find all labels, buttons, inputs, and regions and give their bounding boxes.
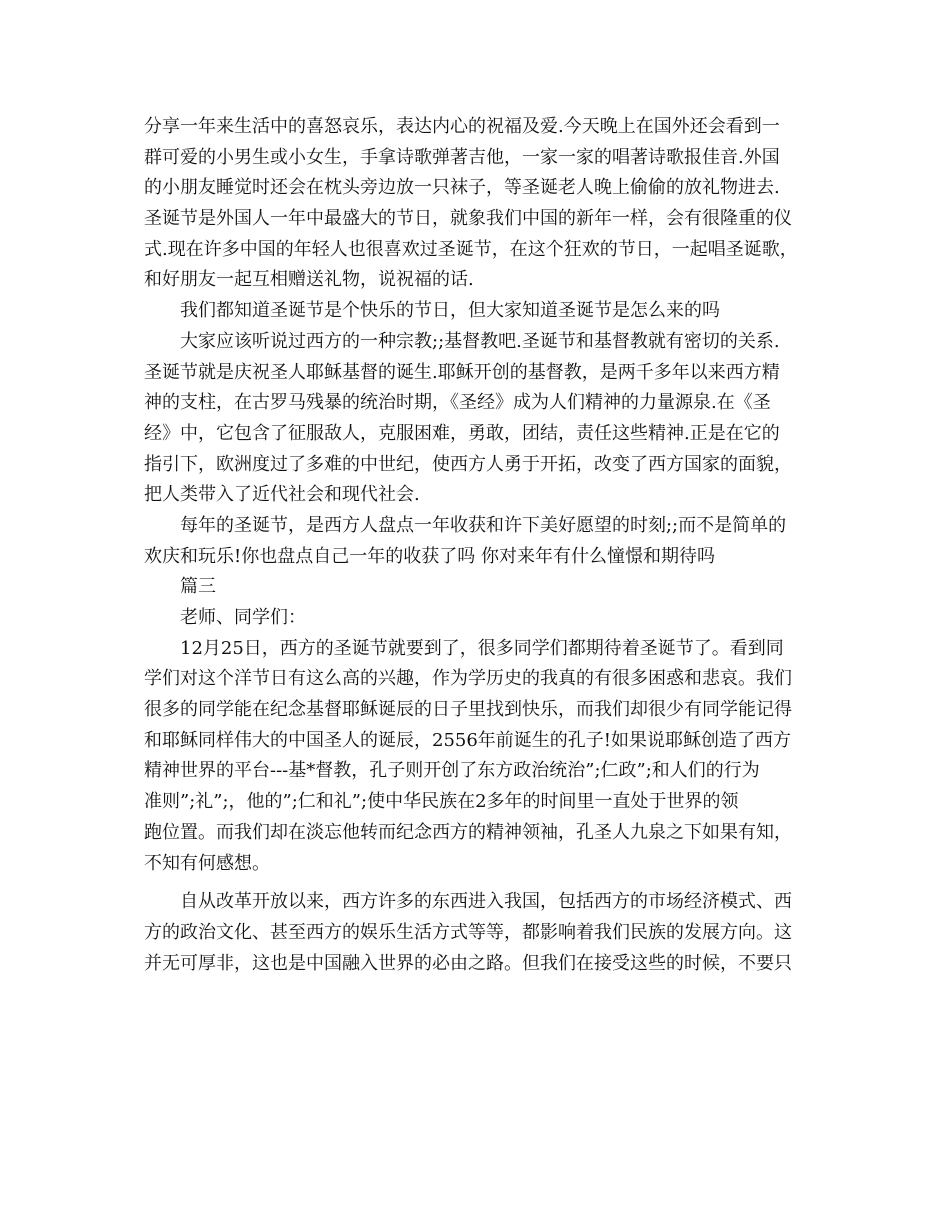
text-line: 欢庆和玩乐!你也盘点自己一年的收获了吗 你对来年有什么憧憬和期待吗 <box>144 545 715 567</box>
text-line: 准则”;礼”;，他的”;仁和礼”;使中华民族在2多年的时间里一直处于世界的领 <box>144 791 739 813</box>
text-line: 并无可厚非，这也是中国融入世界的必由之路。但我们在接受这些的时候，不要只 <box>144 952 792 974</box>
text-line: 经》中，它包含了征服敌人，克服困难，勇敢，团结，责任这些精神.正是在它的 <box>144 422 780 444</box>
text-line: 分享一年来生活中的喜怒哀乐，表达内心的祝福及爱.今天晚上在国外还会看到一 <box>144 116 780 137</box>
text-line: 式.现在许多中国的年轻人也很喜欢过圣诞节，在这个狂欢的节日，一起唱圣诞歌， <box>144 238 798 260</box>
text-line: 指引下，欧洲度过了多难的中世纪，使西方人勇于开拓，改变了西方国家的面貌， <box>144 453 792 475</box>
text-line: 老师、同学们： <box>180 607 306 628</box>
text-line: 圣诞节就是庆祝圣人耶稣基督的诞生.耶稣开创的基督教，是两千多年以来西方精 <box>144 361 780 383</box>
text-line: 跑位置。而我们却在淡忘他转而纪念西方的精神领袖，孔圣人九泉之下如果有知， <box>144 821 792 843</box>
text-line: 圣诞节是外国人一年中最盛大的节日，就象我们中国的新年一样，会有很隆重的仪 <box>144 208 792 230</box>
text-line: 大家应该听说过西方的一种宗教;;基督教吧.圣诞节和基督教就有密切的关系. <box>180 330 780 352</box>
text-line: 每年的圣诞节，是西方人盘点一年收获和许下美好愿望的时刻;;而不是简单的 <box>180 514 787 536</box>
text-line: 和好朋友一起互相赠送礼物，说祝福的话. <box>144 269 474 291</box>
text-line: 群可爱的小男生或小女生，手拿诗歌弹著吉他，一家一家的唱著诗歌报佳音.外国 <box>144 146 780 168</box>
text-line: 不知有何感想。 <box>144 852 270 874</box>
text-line: 和耶稣同样伟大的中国圣人的诞辰，2556年前诞生的孔子!如果说耶稣创造了西方 <box>144 729 792 751</box>
text-line: 很多的同学能在纪念基督耶稣诞辰的日子里找到快乐，而我们却很少有同学能记得 <box>144 699 792 721</box>
text-line: 精神世界的平台---基*督教，孔子则开创了东方政治统治”;仁政”;和人们的行为 <box>144 760 760 782</box>
text-line: 篇三 <box>180 576 216 598</box>
text-line: 自从改革开放以来，西方许多的东西进入我国，包括西方的市场经济模式、西 <box>180 891 792 913</box>
text-line: 的小朋友睡觉时还会在枕头旁边放一只袜子，等圣诞老人晚上偷偷的放礼物进去. <box>144 177 780 199</box>
text-line: 把人类带入了近代社会和现代社会. <box>144 484 420 506</box>
text-line: 12月25日，西方的圣诞节就要到了，很多同学们都期待着圣诞节了。看到同 <box>180 637 784 659</box>
document-body <box>144 112 824 979</box>
text-line: 神的支柱，在古罗马残暴的统治时期，《圣经》成为人们精神的力量源泉.在《圣 <box>144 392 771 414</box>
text-line: 学们对这个洋节日有这么高的兴趣，作为学历史的我真的有很多困惑和悲哀。我们 <box>144 668 792 690</box>
text-line: 方的政治文化、甚至西方的娱乐生活方式等等，都影响着我们民族的发展方向。这 <box>144 921 792 943</box>
text-line: 我们都知道圣诞节是个快乐的节日，但大家知道圣诞节是怎么来的吗 <box>180 300 720 322</box>
